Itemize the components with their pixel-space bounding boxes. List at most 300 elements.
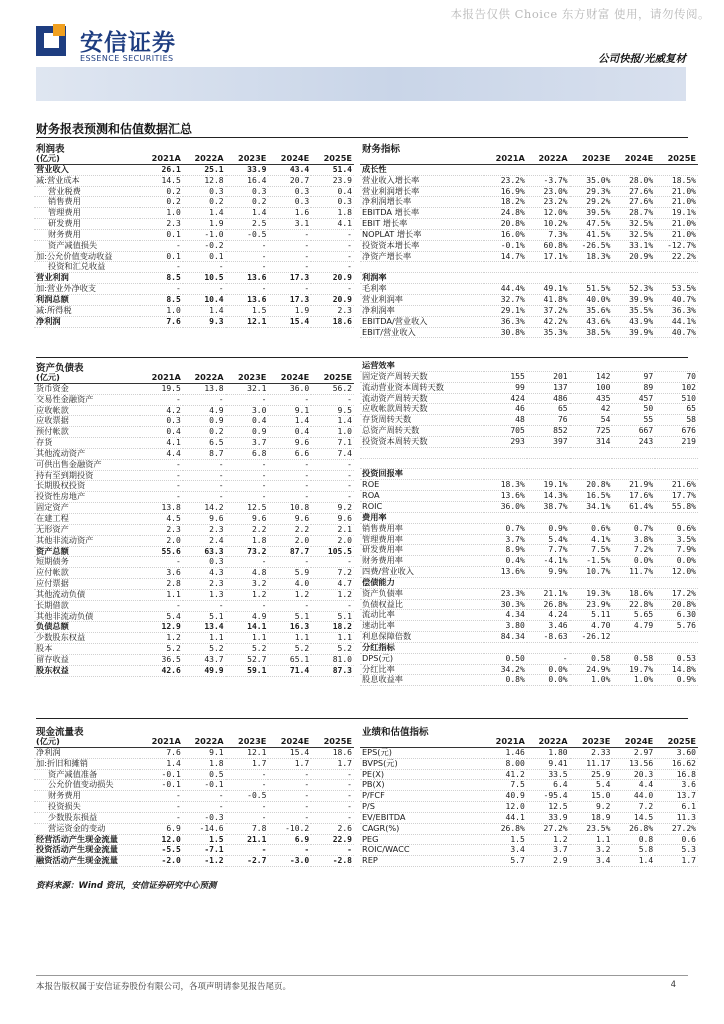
cell-value: 0.0% xyxy=(527,675,570,686)
cell-value: 137 xyxy=(527,382,570,393)
cell-value: 4.2 xyxy=(140,405,183,416)
row-label: 存货 xyxy=(34,438,140,449)
cell-value: 13.8 xyxy=(183,383,226,394)
cell-value: 1.2 xyxy=(527,834,570,845)
income-statement-table xyxy=(34,154,354,328)
cell-value: - xyxy=(140,459,183,470)
cell-value: 33.1% xyxy=(612,240,655,251)
cell-value xyxy=(612,577,655,588)
cell-value: 9.6 xyxy=(226,513,269,524)
row-label: 销售费用 xyxy=(34,197,140,208)
row-label: EBITDA/营业收入 xyxy=(360,316,484,327)
cell-value: 21.0% xyxy=(655,186,698,197)
cell-value: 0.3 xyxy=(183,557,226,568)
cell-value: - xyxy=(268,251,311,262)
year-header: 2023E xyxy=(582,154,611,164)
cell-value: 0.3 xyxy=(140,416,183,427)
row-label: PB(X) xyxy=(360,780,484,791)
cell-value: 36.3% xyxy=(484,316,527,327)
cell-value: 7.5 xyxy=(484,780,527,791)
cell-value: 39.9% xyxy=(612,327,655,338)
cell-value: 18.6% xyxy=(612,588,655,599)
cell-value: 3.5% xyxy=(655,534,698,545)
table-row xyxy=(34,780,354,791)
cell-value: 0.1 xyxy=(183,251,226,262)
cell-value: 2.33 xyxy=(570,747,613,758)
cell-value: 59.1 xyxy=(226,665,269,676)
cell-value: 7.8 xyxy=(226,823,269,834)
table-header-row xyxy=(360,737,698,747)
table-row xyxy=(34,448,354,459)
cell-value: - xyxy=(311,600,354,611)
cell-value: 20.9 xyxy=(311,273,354,284)
cell-value: 4.1 xyxy=(140,438,183,449)
table-row xyxy=(360,664,698,675)
cell-value: 0.0% xyxy=(655,556,698,567)
table-row xyxy=(360,642,698,653)
cell-value: 13.56 xyxy=(612,758,655,769)
cell-value: 13.8 xyxy=(140,503,183,514)
cell-value: 43.7 xyxy=(183,654,226,665)
cell-value: 1.4 xyxy=(268,416,311,427)
cell-value: 50 xyxy=(612,404,655,415)
cell-value: 20.9% xyxy=(612,251,655,262)
cell-value: 37.2% xyxy=(527,305,570,316)
row-label: 预付帐款 xyxy=(34,427,140,438)
cell-value xyxy=(484,469,527,480)
cell-value: 397 xyxy=(527,436,570,447)
cell-value: 3.4 xyxy=(484,845,527,856)
cell-value: 41.8% xyxy=(527,294,570,305)
cell-value: - xyxy=(226,600,269,611)
cell-value: 19.5 xyxy=(140,383,183,394)
unit-label: (亿元) xyxy=(36,737,60,747)
row-label: 四费/营业收入 xyxy=(360,567,484,578)
cell-value: 40.0% xyxy=(570,294,613,305)
cell-value: 11.7% xyxy=(612,567,655,578)
table-row xyxy=(34,546,354,557)
cell-value: 3.6 xyxy=(655,780,698,791)
row-label: PEG xyxy=(360,834,484,845)
table-row xyxy=(360,599,698,610)
year-header: 2021A xyxy=(495,737,525,747)
cell-value: 0.2 xyxy=(140,197,183,208)
row-label: 营运资金的变动 xyxy=(34,823,140,834)
table-row xyxy=(360,327,698,338)
logo-mark-icon xyxy=(36,24,70,58)
cell-value: -0.1 xyxy=(140,769,183,780)
cell-value: 40.7% xyxy=(655,327,698,338)
cell-value: 76 xyxy=(527,415,570,426)
cell-value: 510 xyxy=(655,393,698,404)
unit-label: (亿元) xyxy=(36,154,60,164)
table-row xyxy=(34,568,354,579)
table-row xyxy=(34,791,354,802)
cell-value: - xyxy=(183,284,226,295)
cell-value: 47.5% xyxy=(570,219,613,230)
cell-value: 18.3% xyxy=(484,480,527,491)
cell-value: 87.3 xyxy=(311,665,354,676)
cell-value: 33.9 xyxy=(226,164,269,175)
cell-value: - xyxy=(140,791,183,802)
cell-value xyxy=(655,642,698,653)
cell-value: - xyxy=(268,481,311,492)
cell-value: 3.2 xyxy=(226,579,269,590)
row-label: 研发费用率 xyxy=(360,545,484,556)
row-label: 其他非流动资产 xyxy=(34,535,140,546)
cell-value: 486 xyxy=(527,393,570,404)
cell-value: 7.3% xyxy=(527,229,570,240)
cell-value: 41.2 xyxy=(484,769,527,780)
cell-value: 7.9% xyxy=(655,545,698,556)
cell-value: 34.2% xyxy=(484,664,527,675)
cell-value xyxy=(655,577,698,588)
cell-value: 12.0% xyxy=(655,567,698,578)
cell-value: 21.9% xyxy=(612,480,655,491)
cell-value: 2.8 xyxy=(140,579,183,590)
row-label: 交易性金融资产 xyxy=(34,394,140,405)
cell-value: 26.8% xyxy=(527,599,570,610)
cell-value: 7.4 xyxy=(311,448,354,459)
cell-value: 4.1 xyxy=(311,219,354,230)
cell-value: 0.3 xyxy=(226,186,269,197)
cell-value xyxy=(527,273,570,284)
cell-value: - xyxy=(183,791,226,802)
title-divider xyxy=(36,137,688,138)
cell-value: 8.5 xyxy=(140,273,183,284)
table-row xyxy=(34,481,354,492)
cell-value: 8.7 xyxy=(183,448,226,459)
cell-value: 0.7% xyxy=(612,523,655,534)
cell-value xyxy=(612,273,655,284)
cell-value: 84.34 xyxy=(484,632,527,643)
row-label: 净利润 xyxy=(34,747,140,758)
cell-value: 2.0 xyxy=(268,535,311,546)
cell-value: 4.7 xyxy=(311,579,354,590)
table-row xyxy=(34,802,354,813)
year-header: 2022A xyxy=(538,154,568,164)
cell-value: 0.3 xyxy=(311,197,354,208)
cell-value: - xyxy=(140,470,183,481)
cell-value xyxy=(570,164,613,175)
cell-value: 21.0% xyxy=(655,229,698,240)
row-label: 分红指标 xyxy=(360,642,484,653)
cell-value: 1.9 xyxy=(183,219,226,230)
cell-value: 18.9 xyxy=(570,812,613,823)
table-row xyxy=(34,644,354,655)
table-row xyxy=(360,653,698,664)
table-row xyxy=(360,577,698,588)
cell-value: 39.5% xyxy=(570,208,613,219)
table-row xyxy=(34,197,354,208)
cell-value: - xyxy=(311,262,354,273)
cell-value: 1.7 xyxy=(311,758,354,769)
cell-value xyxy=(484,262,527,273)
table-row xyxy=(360,447,698,458)
cell-value xyxy=(570,262,613,273)
cell-value xyxy=(527,458,570,469)
row-label: 成长性 xyxy=(360,164,484,175)
cell-value: 3.8% xyxy=(612,534,655,545)
cell-value: 9.6 xyxy=(311,513,354,524)
cell-value: 28.7% xyxy=(612,208,655,219)
cell-value: 27.2% xyxy=(655,823,698,834)
cell-value: - xyxy=(268,802,311,813)
cell-value: - xyxy=(311,251,354,262)
cell-value: 42 xyxy=(570,404,613,415)
table-row xyxy=(360,393,698,404)
table-row xyxy=(360,404,698,415)
cell-value: 7.2% xyxy=(612,545,655,556)
cell-value: 5.7 xyxy=(484,856,527,867)
cell-value: - xyxy=(311,284,354,295)
cell-value: 7.5% xyxy=(570,545,613,556)
cell-value: 100 xyxy=(570,382,613,393)
cell-value: 1.6 xyxy=(268,208,311,219)
cell-value: 51.5% xyxy=(570,284,613,295)
cell-value: 81.0 xyxy=(311,654,354,665)
cell-value: 24.8% xyxy=(484,208,527,219)
cell-value: 21.1 xyxy=(226,834,269,845)
row-label: 财务费用率 xyxy=(360,556,484,567)
table-row xyxy=(34,747,354,758)
row-label: 利息保障倍数 xyxy=(360,632,484,643)
cell-value xyxy=(655,632,698,643)
cell-value: 52.3% xyxy=(612,284,655,295)
table-row xyxy=(34,524,354,535)
cell-value: 2.2 xyxy=(226,524,269,535)
table-row xyxy=(360,294,698,305)
table-row xyxy=(360,229,698,240)
cell-value: 22.2% xyxy=(655,251,698,262)
cell-value: -0.1 xyxy=(183,780,226,791)
cell-value: 35.6% xyxy=(570,305,613,316)
cell-value: 6.30 xyxy=(655,610,698,621)
table-row xyxy=(360,361,698,371)
cell-value: 73.2 xyxy=(226,546,269,557)
table-row xyxy=(360,219,698,230)
cell-value: - xyxy=(226,284,269,295)
cell-value: 0.4 xyxy=(226,416,269,427)
cell-value: 5.2 xyxy=(226,644,269,655)
table-row xyxy=(34,284,354,295)
table-row xyxy=(34,164,354,175)
cell-value: 17.3 xyxy=(268,273,311,284)
cell-value: 142 xyxy=(570,371,613,382)
cell-value: 36.0% xyxy=(484,501,527,512)
cell-value xyxy=(570,458,613,469)
cell-value: 89 xyxy=(612,382,655,393)
cell-value: 20.8% xyxy=(655,599,698,610)
cell-value: - xyxy=(268,284,311,295)
row-label: 融资活动产生现金流量 xyxy=(34,856,140,867)
row-label: ROIC/WACC xyxy=(360,845,484,856)
cell-value: 6.9 xyxy=(268,834,311,845)
cell-value: 6.1 xyxy=(655,802,698,813)
year-header: 2024E xyxy=(280,154,310,164)
cell-value: 1.1 xyxy=(140,589,183,600)
row-label: 营业利润 xyxy=(34,273,140,284)
cell-value: 44.4% xyxy=(484,284,527,295)
table-row xyxy=(360,305,698,316)
cell-value: -12.7% xyxy=(655,240,698,251)
table-row xyxy=(360,186,698,197)
footer-divider xyxy=(36,975,688,976)
row-label: EV/EBITDA xyxy=(360,812,484,823)
cell-value: 28.0% xyxy=(612,175,655,186)
row-label: 资产负债率 xyxy=(360,588,484,599)
cell-value: 0.0% xyxy=(612,556,655,567)
cell-value: 1.2 xyxy=(226,589,269,600)
row-label xyxy=(360,458,484,469)
cell-value: 16.3 xyxy=(268,622,311,633)
cell-value: 10.7% xyxy=(570,567,613,578)
cell-value: - xyxy=(140,394,183,405)
cell-value: 15.0 xyxy=(570,791,613,802)
cell-value: 14.5 xyxy=(612,812,655,823)
cell-value: 30.3% xyxy=(484,599,527,610)
cell-value: 1.1 xyxy=(183,633,226,644)
table-row xyxy=(360,610,698,621)
year-header: 2021A xyxy=(151,154,181,164)
cell-value: 10.8 xyxy=(268,503,311,514)
row-label: 财务费用 xyxy=(34,791,140,802)
cell-value: 44.0 xyxy=(612,791,655,802)
cell-value xyxy=(570,361,613,371)
cell-value: 14.1 xyxy=(226,622,269,633)
table-row xyxy=(34,557,354,568)
row-label: 应收帐款 xyxy=(34,405,140,416)
cell-value: 1.1 xyxy=(311,633,354,644)
header-banner xyxy=(36,67,686,101)
row-label: 可供出售金融资产 xyxy=(34,459,140,470)
table-row xyxy=(34,405,354,416)
table-row xyxy=(360,758,698,769)
cell-value: 44.1 xyxy=(484,812,527,823)
cell-value: 4.5 xyxy=(140,513,183,524)
cell-value: 21.0% xyxy=(655,197,698,208)
cell-value xyxy=(527,447,570,458)
cell-value: 13.6% xyxy=(484,491,527,502)
cell-value: 2.3 xyxy=(183,524,226,535)
table-row xyxy=(34,459,354,470)
cell-value: 9.6 xyxy=(183,513,226,524)
cell-value: 12.8 xyxy=(183,175,226,186)
cell-value: - xyxy=(268,262,311,273)
cell-value: 16.8 xyxy=(655,769,698,780)
cell-value: - xyxy=(226,780,269,791)
row-label: 股东权益 xyxy=(34,665,140,676)
table-row xyxy=(34,769,354,780)
table-row xyxy=(34,654,354,665)
cell-value: 3.60 xyxy=(655,747,698,758)
cell-value xyxy=(527,262,570,273)
table-row xyxy=(34,600,354,611)
balance-sheet-table xyxy=(34,373,354,677)
cell-value: 43.9% xyxy=(612,316,655,327)
cell-value: 201 xyxy=(527,371,570,382)
cell-value: 26.8% xyxy=(612,823,655,834)
table-row xyxy=(360,251,698,262)
cell-value: - xyxy=(183,600,226,611)
cell-value xyxy=(527,577,570,588)
cell-value: - xyxy=(140,240,183,251)
cell-value: - xyxy=(268,229,311,240)
cell-value: 12.0 xyxy=(140,834,183,845)
cell-value: 6.6 xyxy=(268,448,311,459)
table-row xyxy=(360,845,698,856)
cell-value: 32.5% xyxy=(612,219,655,230)
cell-value: 667 xyxy=(612,426,655,437)
cell-value: 11.17 xyxy=(570,758,613,769)
cell-value: 219 xyxy=(655,436,698,447)
row-label: CAGR(%) xyxy=(360,823,484,834)
cell-value: 2.2 xyxy=(268,524,311,535)
row-label: 偿债能力 xyxy=(360,577,484,588)
table-row xyxy=(360,164,698,175)
cell-value: 2.97 xyxy=(612,747,655,758)
row-label: 资产减值准备 xyxy=(34,769,140,780)
row-label: 减:营业成本 xyxy=(34,175,140,186)
cell-value: 6.8 xyxy=(226,448,269,459)
row-label: REP xyxy=(360,856,484,867)
row-label: EPS(元) xyxy=(360,747,484,758)
cell-value: 0.9% xyxy=(655,675,698,686)
row-label: 应付票据 xyxy=(34,579,140,590)
year-header: 2022A xyxy=(194,373,224,383)
row-label: 短期债务 xyxy=(34,557,140,568)
cell-value: - xyxy=(183,470,226,481)
cell-value: 0.3 xyxy=(268,186,311,197)
cell-value: 293 xyxy=(484,436,527,447)
cell-value xyxy=(655,164,698,175)
cell-value: 4.70 xyxy=(570,621,613,632)
cell-value: - xyxy=(268,791,311,802)
cell-value: 10.4 xyxy=(183,294,226,305)
table-row xyxy=(34,470,354,481)
cell-value: 2.3 xyxy=(140,219,183,230)
table-row xyxy=(360,621,698,632)
cell-value: 5.4 xyxy=(140,611,183,622)
valuation-title: 业绩和估值指标 xyxy=(362,727,429,738)
table-row xyxy=(360,812,698,823)
row-label: 利润总额 xyxy=(34,294,140,305)
table-row xyxy=(360,769,698,780)
row-label: 净利润率 xyxy=(360,305,484,316)
cell-value: 13.6% xyxy=(484,567,527,578)
cell-value: 17.3 xyxy=(268,294,311,305)
cell-value: 54 xyxy=(570,415,613,426)
cell-value: 3.80 xyxy=(484,621,527,632)
cell-value: - xyxy=(183,262,226,273)
cell-value: 19.3% xyxy=(570,588,613,599)
cell-value: - xyxy=(226,812,269,823)
cell-value xyxy=(484,361,527,371)
cell-value: 12.9 xyxy=(140,622,183,633)
cell-value: -95.4 xyxy=(527,791,570,802)
cell-value: 1.8 xyxy=(311,208,354,219)
cell-value: -2.8 xyxy=(311,856,354,867)
table-row xyxy=(34,186,354,197)
page-number: 4 xyxy=(670,980,676,990)
cell-value: 1.8 xyxy=(226,535,269,546)
cell-value: 61.4% xyxy=(612,501,655,512)
row-label: ROIC xyxy=(360,501,484,512)
cell-value: 17.2% xyxy=(655,588,698,599)
cell-value xyxy=(570,447,613,458)
cell-value: 23.9 xyxy=(311,175,354,186)
cell-value: 23.2% xyxy=(527,197,570,208)
